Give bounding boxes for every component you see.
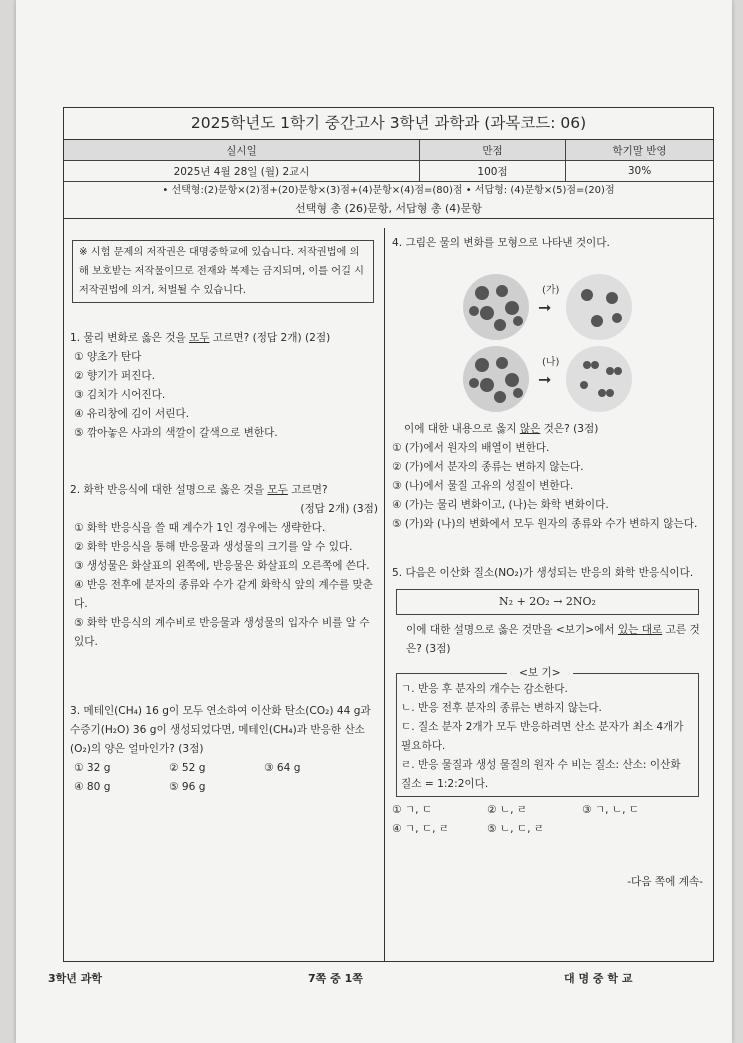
option[interactable]: ⑤ 깎아놓은 사과의 색깔이 갈색으로 변한다. — [74, 427, 278, 439]
arrow-icon: ➞ — [538, 370, 552, 389]
stem-points: (정답 2개) (3점) — [300, 503, 378, 515]
bogi-item: ㄴ. 반응 전후 분자의 종류는 변하지 않는다. — [401, 702, 602, 714]
continue-note: -다음 쪽에 계속- — [627, 876, 703, 888]
stem-underline: 모두 — [267, 484, 288, 496]
col-weight-header: 학기말 반영 — [566, 140, 714, 161]
option[interactable]: ② 52 g — [169, 762, 206, 774]
model-before-b — [463, 346, 529, 412]
option[interactable]: ⑤ ㄴ, ㄷ, ㄹ — [487, 823, 545, 835]
stem-text: 1. 물리 변화로 옳은 것을 — [70, 332, 190, 344]
option[interactable]: ② 화학 반응식을 통해 반응물과 생성물의 크기를 알 수 있다. — [74, 541, 353, 553]
option[interactable]: ⑤ (가)와 (나)의 변화에서 모두 원자의 종류와 수가 변하지 않는다. — [392, 518, 698, 530]
option[interactable]: ① 양초가 탄다 — [74, 351, 142, 363]
question-stem: 5. 다음은 이산화 질소(NO₂)가 생성되는 반응의 화학 반응식이다. — [392, 567, 694, 579]
stem-text: 이에 대한 내용으로 옳지 — [404, 423, 520, 435]
footer-page: 7쪽 중 1쪽 — [308, 972, 363, 985]
exam-paper — [16, 0, 732, 1043]
option[interactable]: ④ 반응 전후에 분자의 종류와 수가 같게 화학식 앞의 계수를 맞춘다. — [74, 579, 374, 610]
col-score-header: 만점 — [420, 140, 566, 161]
right-column — [386, 228, 713, 892]
question-stem: 4. 그림은 물의 변화를 모형으로 나타낸 것이다. — [392, 237, 610, 249]
footer-subject: 3학년 과학 — [48, 972, 102, 985]
stem-text: 고른 것은? (3점) — [406, 624, 700, 655]
bogi-item: ㄹ. 반응 물질과 생성 물질의 원자 수 비는 질소: 산소: 이산화 질소 = 1:2:2이다. — [401, 759, 681, 790]
exam-info-table — [64, 140, 713, 182]
stem-text: 고르면? — [287, 484, 328, 496]
label-ga: (가) — [542, 285, 560, 296]
stem-underline: 있는 대로 — [617, 624, 663, 636]
bogi-title: <보 기> — [507, 664, 573, 683]
footer-school: 대 명 중 학 교 — [564, 972, 633, 985]
model-before-a — [463, 274, 529, 340]
stem-text: 이에 대한 설명으로 옳은 것만을 <보기>에서 — [406, 624, 618, 636]
chemical-equation: N₂ + 2O₂ → 2NO₂ — [396, 589, 699, 615]
question-4 — [392, 234, 707, 534]
option[interactable]: ① (가)에서 원자의 배열이 변한다. — [392, 442, 550, 454]
question-5 — [392, 564, 707, 892]
model-after-b — [566, 346, 632, 412]
option[interactable]: ③ (나)에서 물질 고유의 성질이 변한다. — [392, 480, 574, 492]
bogi-item: ㄱ. 반응 후 분자의 개수는 감소한다. — [401, 683, 568, 695]
option[interactable]: ③ 생성물은 화살표의 왼쪽에, 반응물은 화살표의 오른쪽에 쓴다. — [74, 560, 370, 572]
question-sub — [392, 621, 707, 659]
option[interactable]: ① 화학 반응식을 쓸 때 계수가 1인 경우에는 생략한다. — [74, 522, 326, 534]
left-column — [64, 228, 385, 961]
question-stem — [70, 329, 378, 348]
question-3 — [70, 702, 378, 797]
question-1 — [70, 329, 378, 443]
label-na: (나) — [542, 357, 560, 368]
stem-underline: 모두 — [189, 332, 210, 344]
option[interactable]: ④ ㄱ, ㄷ, ㄹ — [392, 823, 450, 835]
rules-line1: • 선택형:(2)문항×(2)점+(20)문항×(3)점+(4)문항×(4)점=(80)점 • 서답형: (4)문항×(5)점=(20)점 — [162, 185, 615, 196]
option[interactable]: ⑤ 화학 반응식의 계수비로 반응물과 생성물의 입자수 비를 알 수 있다. — [74, 617, 370, 648]
scoring-rules — [64, 182, 713, 219]
model-after-a — [566, 274, 632, 340]
question-stem: 3. 메테인(CH₄) 16 g이 모두 연소하여 이산화 탄소(CO₂) 44 g과 수증기(H₂O) 36 g이 생성되었다면, 메테인(CH₄)과 반응한 산소(O₂)의 양은 얼마인가? (3점) — [70, 705, 371, 755]
option[interactable]: ⑤ 96 g — [169, 781, 206, 793]
arrow-icon: ➞ — [538, 298, 552, 317]
exam-frame — [63, 107, 714, 962]
exam-title: 2025학년도 1학기 중간고사 3학년 과학과 (과목코드: 06) — [64, 108, 713, 140]
copyright-notice: ※ 시험 문제의 저작권은 대명중학교에 있습니다. 저작권법에 의해 보호받는 저작물이므로 전재와 복제는 금지되며, 이를 어길 시 저작권법에 의거, 처벌될 수 있습니다. — [72, 240, 374, 303]
question-2 — [70, 481, 378, 652]
stem-text: 것은? (3점) — [540, 423, 599, 435]
option[interactable]: ④ (가)는 물리 변화이고, (나)는 화학 변화이다. — [392, 499, 609, 511]
exam-date: 2025년 4월 28일 (월) 2교시 — [64, 161, 420, 182]
option[interactable]: ④ 유리창에 김이 서린다. — [74, 408, 190, 420]
weight: 30% — [566, 161, 714, 182]
stem-underline: 않은 — [519, 423, 541, 435]
question-stem — [70, 481, 378, 500]
full-score: 100점 — [420, 161, 566, 182]
option[interactable]: ② (가)에서 분자의 종류는 변하지 않는다. — [392, 461, 584, 473]
bogi-item: ㄷ. 질소 분자 2개가 모두 반응하려면 산소 분자가 최소 4개가 필요하다. — [401, 721, 684, 752]
option[interactable]: ③ ㄱ, ㄴ, ㄷ — [582, 804, 640, 816]
question-sub — [392, 420, 707, 439]
stem-text: 2. 화학 반응식에 대한 설명으로 옳은 것을 — [70, 484, 268, 496]
option[interactable]: ② 향기가 퍼진다. — [74, 370, 156, 382]
col-date-header: 실시일 — [64, 140, 420, 161]
exam-header — [64, 108, 713, 219]
option[interactable]: ② ㄴ, ㄹ — [487, 804, 528, 816]
stem-text: 고르면? (정답 2개) (2점) — [209, 332, 331, 344]
option[interactable]: ④ 80 g — [74, 781, 111, 793]
option[interactable]: ③ 64 g — [264, 762, 301, 774]
option[interactable]: ① ㄱ, ㄷ — [392, 804, 433, 816]
bogi-box — [396, 667, 699, 797]
water-change-model-figure — [392, 253, 692, 413]
option[interactable]: ③ 김치가 시어진다. — [74, 389, 166, 401]
rules-line2: 선택형 총 (26)문항, 서답형 총 (4)문항 — [295, 202, 482, 215]
option[interactable]: ① 32 g — [74, 762, 111, 774]
